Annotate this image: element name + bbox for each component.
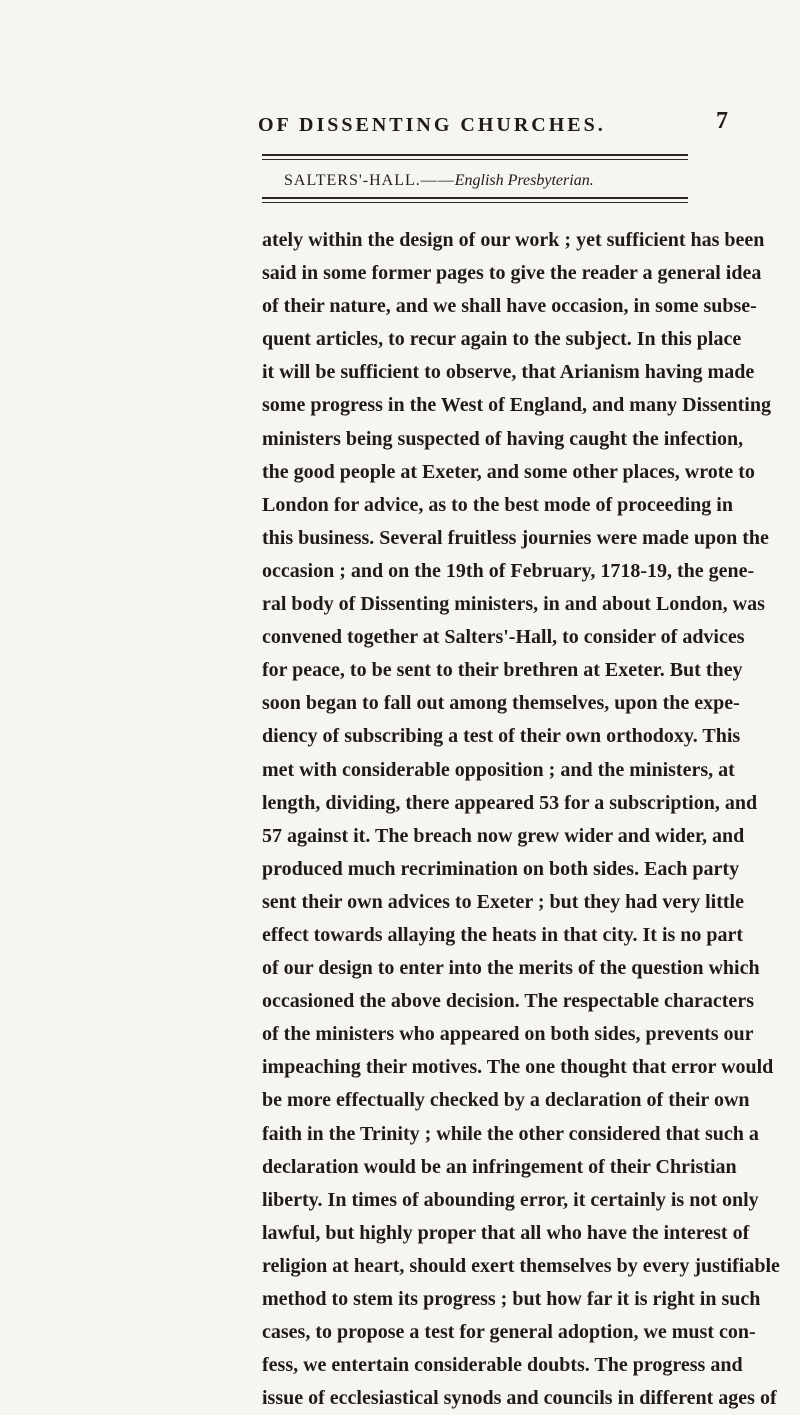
body-line: London for advice, as to the best mode of proceeding in [262,493,733,516]
header-rule-top [262,154,688,156]
body-line: of their nature, and we shall have occasion, in some subse- [262,295,757,318]
body-line: soon began to fall out among themselves, upon the expe- [262,692,740,715]
body-text [262,224,780,1415]
subheading-dash: —— [420,172,455,189]
subheading-denomination: English Presbyterian. [454,172,594,189]
body-line: religion at heart, should exert themselves by every justifiable [262,1254,780,1277]
body-line: faith in the Trinity ; while the other considered that such a [262,1122,759,1145]
body-line: for peace, to be sent to their brethren at Exeter. But they [262,659,743,682]
body-line: impeaching their motives. The one thought that error would [262,1056,774,1079]
body-line: met with considerable opposition ; and the ministers, at [262,758,735,781]
body-line: sent their own advices to Exeter ; but they had very little [262,890,744,913]
body-line: length, dividing, there appeared 53 for a subscription, and [262,791,758,814]
body-line: diency of subscribing a test of their own orthodoxy. This [262,725,741,748]
subheading-rule-bottom [262,197,688,199]
page-number: 7 [716,108,728,134]
body-line: said in some former pages to give the reader a general idea [262,262,762,285]
body-line: occasioned the above decision. The respectable characters [262,990,754,1013]
subheading-rule-bottom-thin [262,202,688,203]
body-line: 57 against it. The breach now grew wider and wider, and [262,824,745,847]
body-line: effect towards allaying the heats in that city. It is no part [262,923,744,946]
body-line: some progress in the West of England, and many Dissenting [262,394,771,417]
body-line: liberty. In times of abounding error, it certainly is not only [262,1188,759,1211]
body-line: convened together at Salters'-Hall, to consider of advices [262,626,745,649]
body-line: produced much recrimination on both sides. Each party [262,857,740,880]
body-line: be more effectually checked by a declaration of their own [262,1089,750,1112]
body-line: it will be sufficient to observe, that Arianism having made [262,361,755,384]
subheading-location: SALTERS'-HALL. [284,172,421,189]
body-line: method to stem its progress ; but how far it is right in such [262,1288,761,1310]
body-line: quent articles, to recur again to the subject. In this place [262,328,742,351]
body-line: of our design to enter into the merits of the question which [262,957,760,980]
section-subheading [284,172,674,190]
body-line: of the ministers who appeared on both sides, prevents our [262,1023,754,1046]
body-line: ministers being suspected of having caught the infection, [262,427,744,450]
body-line: the good people at Exeter, and some other places, wrote to [262,460,755,483]
body-line: lawful, but highly proper that all who have the interest of [262,1221,750,1244]
body-line: ately within the design of our work ; yet sufficient has been [262,229,765,251]
body-line: issue of ecclesiastical synods and councils in different ages of [262,1387,777,1410]
running-head: OF DISSENTING CHURCHES. [258,114,606,136]
body-line: this business. Several fruitless journies were made upon the [262,526,769,549]
body-line: cases, to propose a test for general adoption, we must con- [262,1321,756,1344]
body-line: occasion ; and on the 19th of February, 1718-19, the gene- [262,559,755,582]
body-line: declaration would be an infringement of their Christian [262,1155,737,1178]
header-rule-thin [262,159,688,160]
body-line: ral body of Dissenting ministers, in and about London, was [262,593,765,616]
body-line: fess, we entertain considerable doubts. The progress and [262,1354,743,1377]
